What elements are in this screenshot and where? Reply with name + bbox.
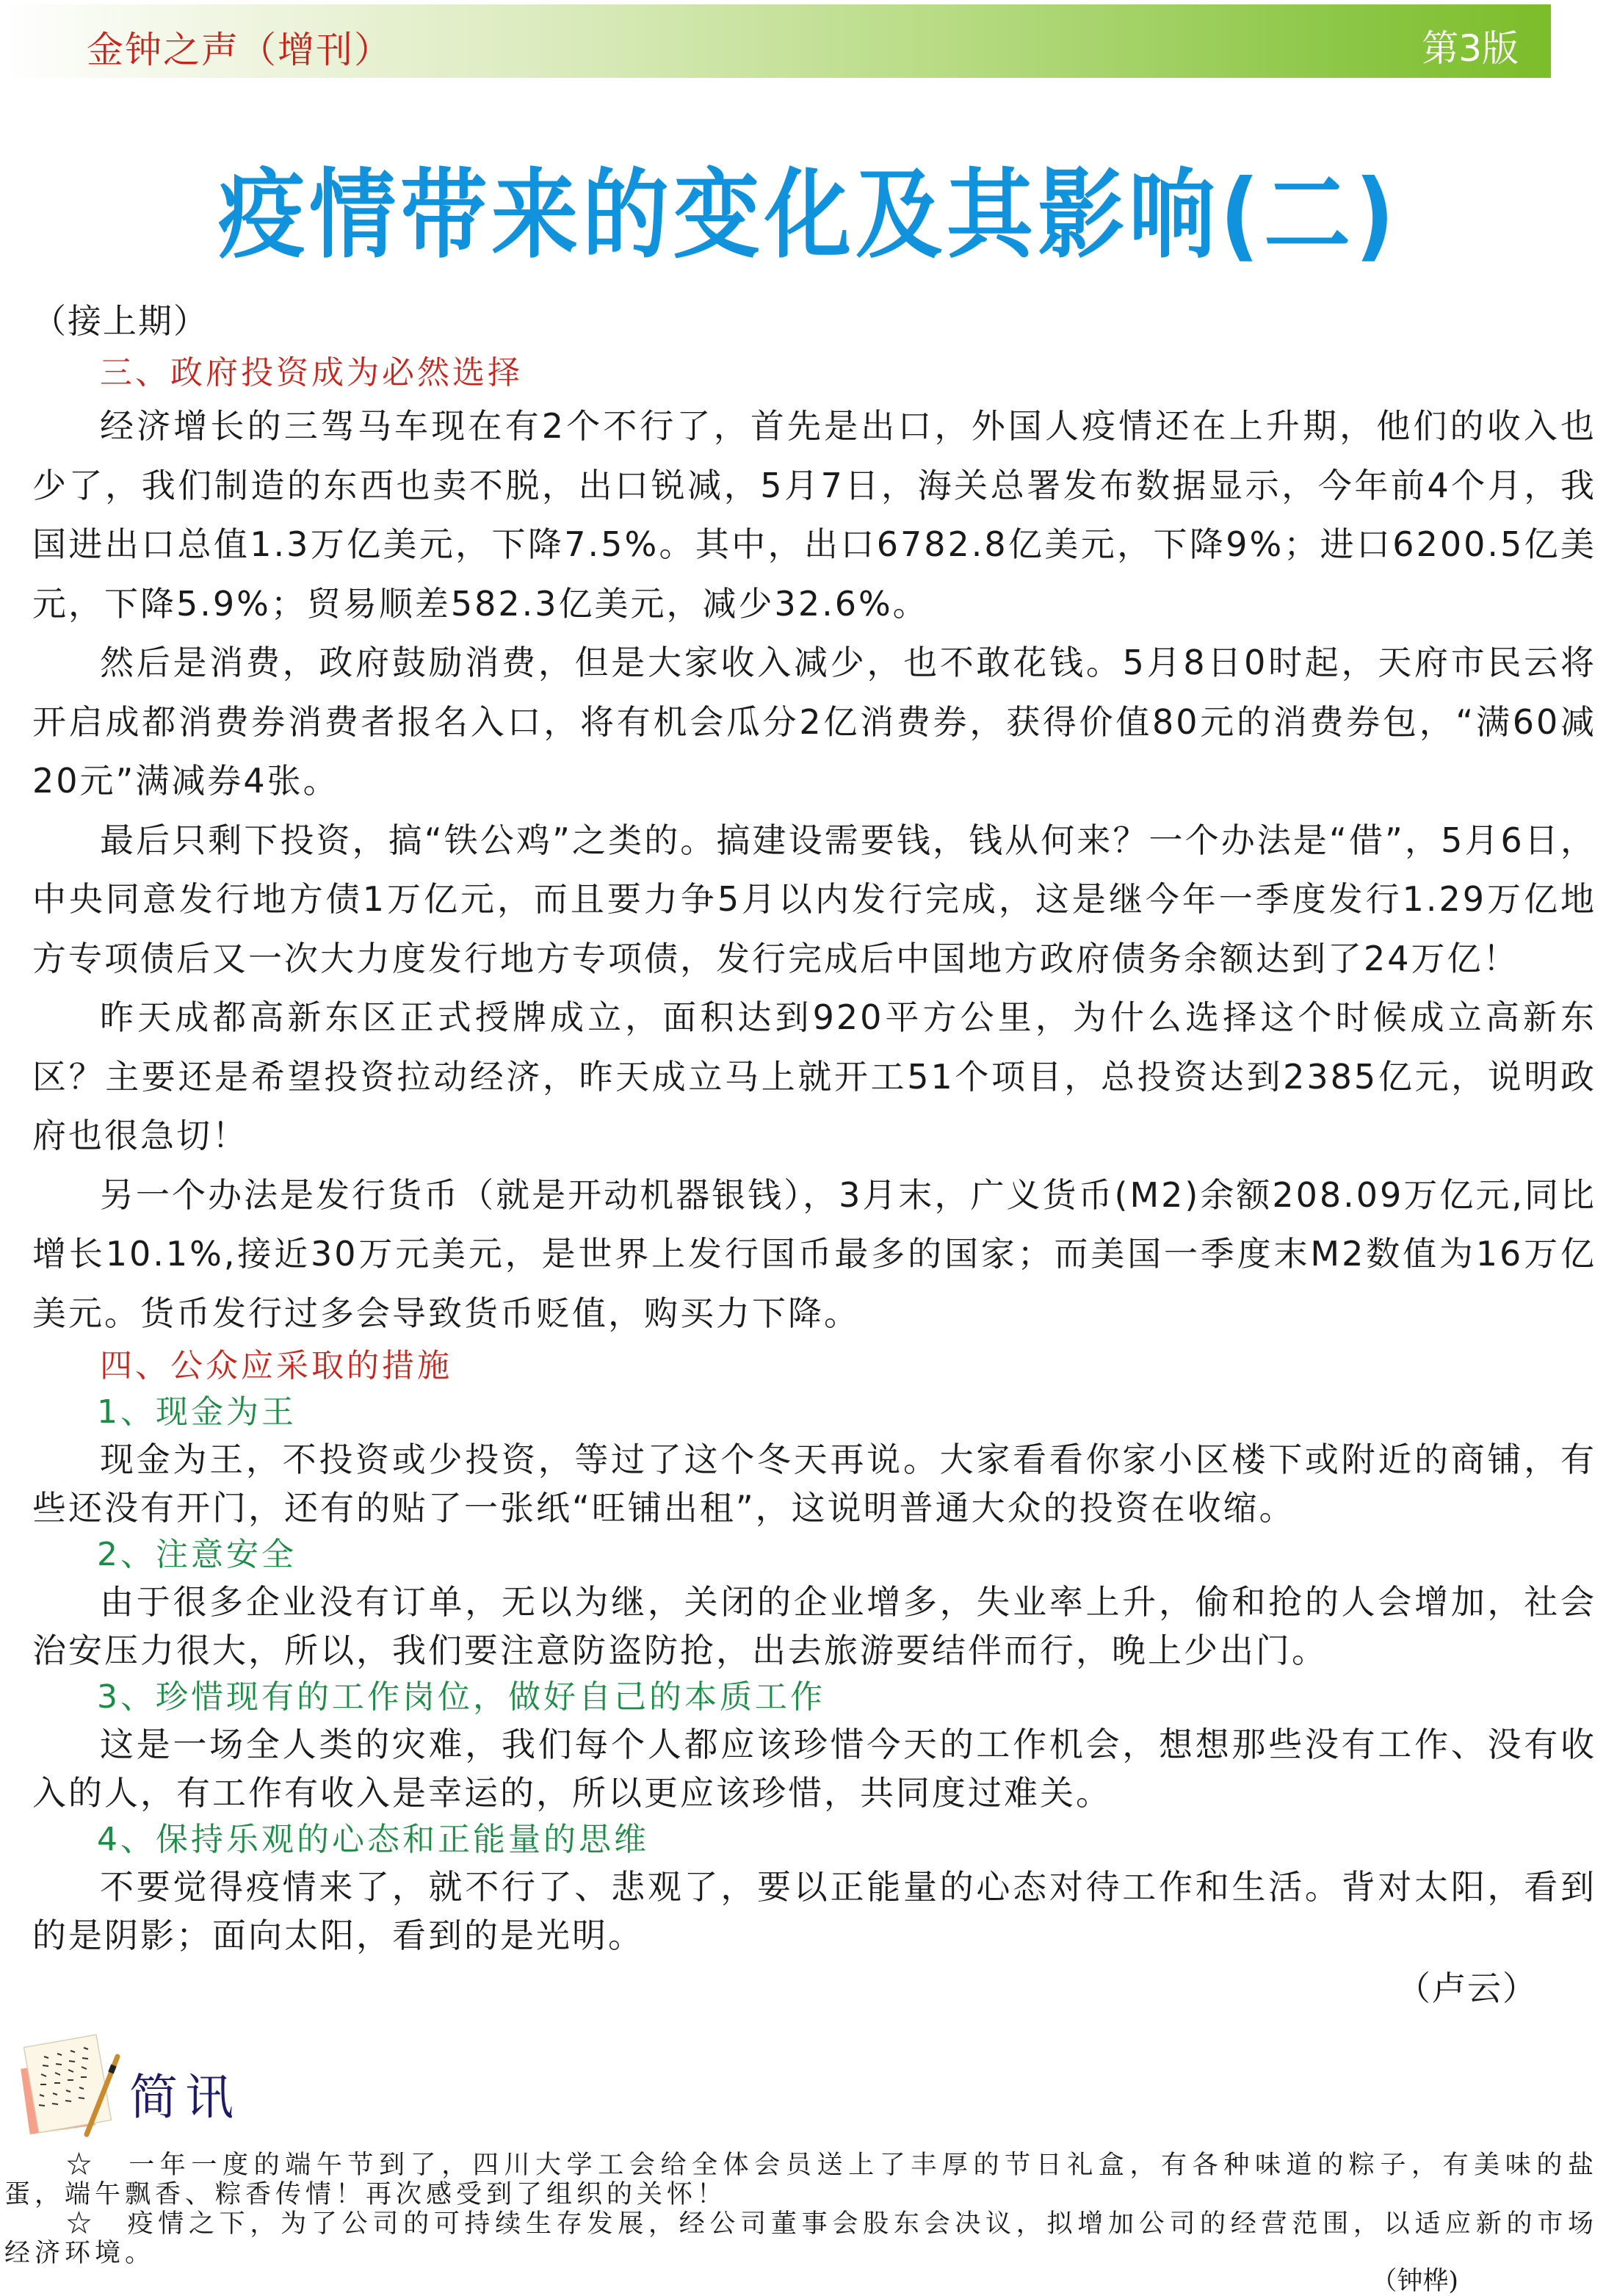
sub-heading: 4、保持乐观的心态和正能量的思维 <box>97 1821 649 1858</box>
paragraph: 不要觉得疫情来了，就不行了、悲观了，要以正能量的心态对待工作和生活。背对太阳，看到的是阴影；面向太阳，看到的是光明。 <box>32 1867 1596 1955</box>
paragraph: 经济增长的三驾马车现在有2个不行了，首先是出口，外国人疫情还在上升期，他们的收入也少了，我们制造的东西也卖不脱，出口锐减，5月7日，海关总署发布数据显示，今年前4个月，我国进出口总值1.3万亿美元，下降7.5%。其中，出口6782.8亿美元，下降9%；进口6200.5亿美元，下降5.9%；贸易顺差582.3亿美元，减少32.6%。 <box>32 406 1596 624</box>
paragraph: 现金为王，不投资或少投资，等过了这个冬天再说。大家看看你家小区楼下或附近的商铺，有些还没有开门，还有的贴了一张纸“旺铺出租”，这说明普通大众的投资在收缩。 <box>32 1440 1596 1528</box>
sub-heading: 2、注意安全 <box>97 1536 297 1573</box>
paragraph: 另一个办法是发行货币（就是开动机器银钱），3月末，广义货币(M2)余额208.09万亿元,同比增长10.1%,接近30万元美元，是世界上发行国币最多的国家；而美国一季度末M2数值为16万亿美元。货币发行过多会导致货币贬值，购买力下降。 <box>32 1174 1596 1333</box>
page-title: 疫情带来的变化及其影响(二) <box>218 158 1399 272</box>
news-header <box>15 2027 308 2137</box>
paragraph: 最后只剩下投资，搞“铁公鸡”之类的。搞建设需要钱，钱从何来？一个办法是“借”，5月6日，中央同意发行地方债1万亿元，而且要力争5月以内发行完成，这是继今年一季度发行1.29万亿地方专项债后又一次大力度发行地方专项债，发行完成后中国地方政府债务余额达到了24万亿！ <box>32 820 1596 978</box>
section-heading: 三、政府投资成为必然选择 <box>100 354 523 391</box>
section-heading: 四、公众应采取的措施 <box>100 1347 452 1385</box>
paragraph: 由于很多企业没有订单，无以为继，关闭的企业增多，失业率上升，偷和抢的人会增加，社会治安压力很大，所以，我们要注意防盗防抢，出去旅游要结伴而行，晚上少出门。 <box>32 1582 1596 1670</box>
article <box>32 292 1596 2017</box>
news-item: ☆ 疫情之下，为了公司的可持续生存发展，经公司董事会股东会决议，拟增加公司的经营范围，以适应新的市场经济环境。 <box>4 2209 1598 2268</box>
news-item: ☆ 一年一度的端午节到了，四川大学工会给全体会员送上了丰厚的节日礼盒，有各种味道的粽子，有美味的盐蛋，端午飘香、粽香传情！再次感受到了组织的关怀！ <box>4 2151 1598 2209</box>
sub-heading: 3、珍惜现有的工作岗位，做好自己的本质工作 <box>97 1678 825 1716</box>
news-author: （钟桦) <box>1371 2267 1458 2296</box>
paragraph: 这是一场全人类的灾难，我们每个人都应该珍惜今天的工作机会，想想那些没有工作、没有收入的人，有工作有收入是幸运的，所以更应该珍惜，共同度过难关。 <box>32 1725 1596 1813</box>
news-heading: 简讯 <box>129 2069 241 2126</box>
paragraph: 昨天成都高新东区正式授牌成立，面积达到920平方公里，为什么选择这个时候成立高新东区？主要还是希望投资拉动经济，昨天成立马上就开工51个项目，总投资达到2385亿元，说明政府也很急切！ <box>32 997 1596 1155</box>
sub-heading: 1、现金为王 <box>97 1393 297 1431</box>
continued-label: （接上期） <box>32 301 209 341</box>
paper-brush-icon <box>15 2027 121 2137</box>
paragraph: 然后是消费，政府鼓励消费，但是大家收入减少，也不敢花钱。5月8日0时起，天府市民云将开启成都消费券消费者报名入口，将有机会瓜分2亿消费券，获得价值80元的消费券包，“满60减20元”满减券4张。 <box>32 643 1596 801</box>
edition-label: 第3版 <box>1422 27 1519 70</box>
header-bar <box>0 4 1551 78</box>
masthead: 金钟之声（增刊） <box>87 29 392 71</box>
author-signature: （卢云） <box>1397 1968 1538 2008</box>
news-section <box>4 2151 1598 2295</box>
